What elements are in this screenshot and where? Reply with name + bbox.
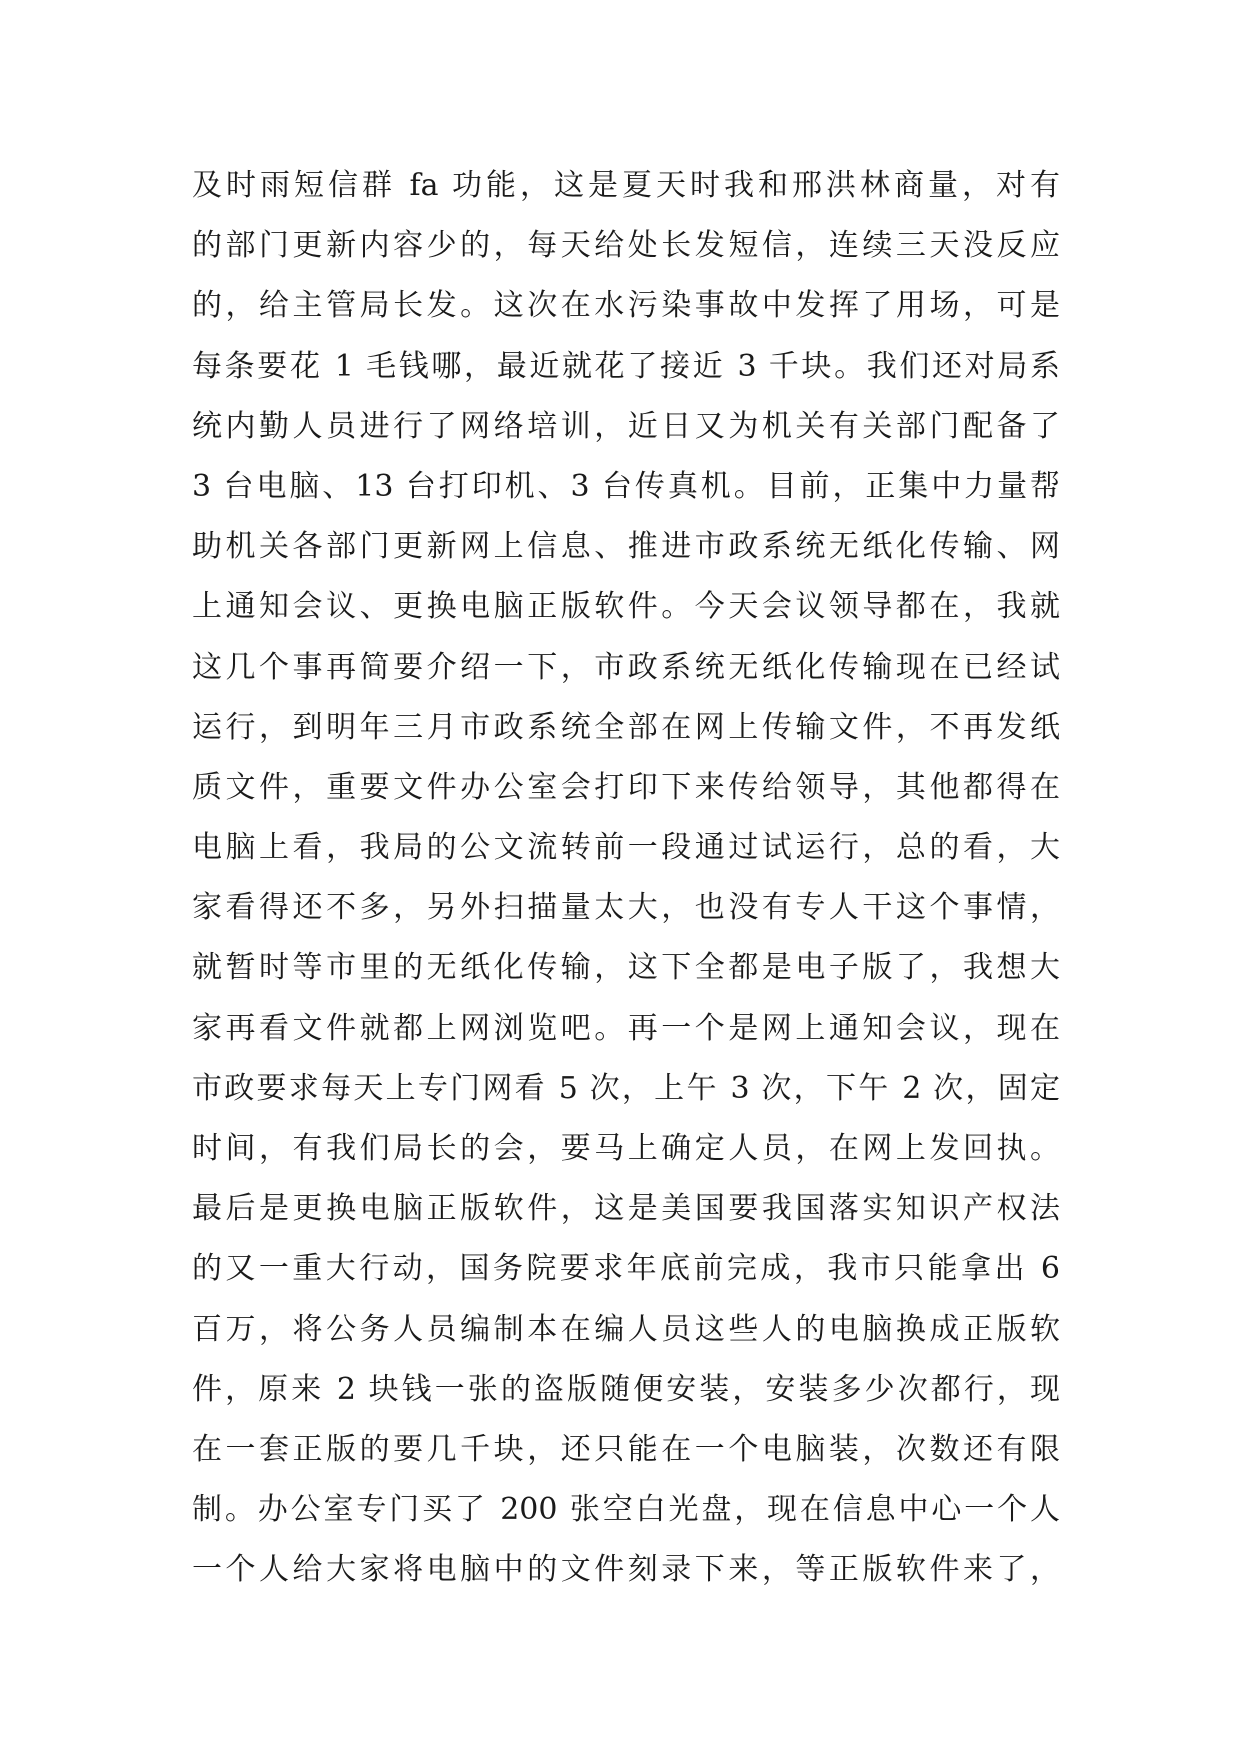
text-line: 家看得还不多，另外扫描量太大，也没有专人干这个事情，: [192, 890, 1060, 926]
text-line: 就暂时等市里的无纸化传输，这下全都是电子版了，我想大: [192, 950, 1060, 986]
text-line: 助机关各部门更新网上信息、推进市政系统无纸化传输、网: [192, 529, 1060, 565]
text-line: 运行，到明年三月市政系统全部在网上传输文件，不再发纸: [192, 709, 1060, 745]
text-line: 一个人给大家将电脑中的文件刻录下来，等正版软件来了，: [192, 1552, 1060, 1588]
text-line: 件，原来 2 块钱一张的盗版随便安装，安装多少次都行，现: [192, 1371, 1060, 1407]
body-paragraph: [192, 156, 1060, 1601]
text-line: 统内勤人员进行了网络培训，近日又为机关有关部门配备了: [192, 408, 1060, 444]
text-line: 每条要花 1 毛钱哪，最近就花了接近 3 千块。我们还对局系: [192, 348, 1060, 384]
text-line: 质文件，重要文件办公室会打印下来传给领导，其他都得在: [192, 769, 1060, 805]
text-line: 家再看文件就都上网浏览吧。再一个是网上通知会议，现在: [192, 1010, 1060, 1046]
text-line: 时间，有我们局长的会，要马上确定人员，在网上发回执。: [192, 1131, 1060, 1166]
text-line: 及时雨短信群 fa 功能，这是夏天时我和邢洪林商量，对有: [192, 168, 1060, 203]
text-line: 百万，将公务人员编制本在编人员这些人的电脑换成正版软: [192, 1311, 1060, 1347]
text-line: 的，给主管局长发。这次在水污染事故中发挥了用场，可是: [192, 288, 1060, 324]
text-line: 制。办公室专门买了 200 张空白光盘，现在信息中心一个人: [192, 1492, 1060, 1528]
text-line: 在一套正版的要几千块，还只能在一个电脑装，次数还有限: [192, 1431, 1060, 1467]
text-line: 这几个事再简要介绍一下，市政系统无纸化传输现在已经试: [192, 649, 1060, 685]
text-line: 最后是更换电脑正版软件，这是美国要我国落实知识产权法: [192, 1191, 1060, 1227]
text-line: 3 台电脑、13 台打印机、3 台传真机。目前，正集中力量帮: [192, 468, 1060, 504]
text-line: 的部门更新内容少的，每天给处长发短信，连续三天没反应: [192, 228, 1060, 264]
text-line: 的又一重大行动，国务院要求年底前完成，我市只能拿出 6: [192, 1251, 1060, 1287]
text-line: 上通知会议、更换电脑正版软件。今天会议领导都在，我就: [192, 589, 1060, 625]
text-line: 市政要求每天上专门网看 5 次，上午 3 次，下午 2 次，固定: [192, 1070, 1060, 1106]
text-line: 电脑上看，我局的公文流转前一段通过试运行，总的看，大: [192, 830, 1060, 866]
